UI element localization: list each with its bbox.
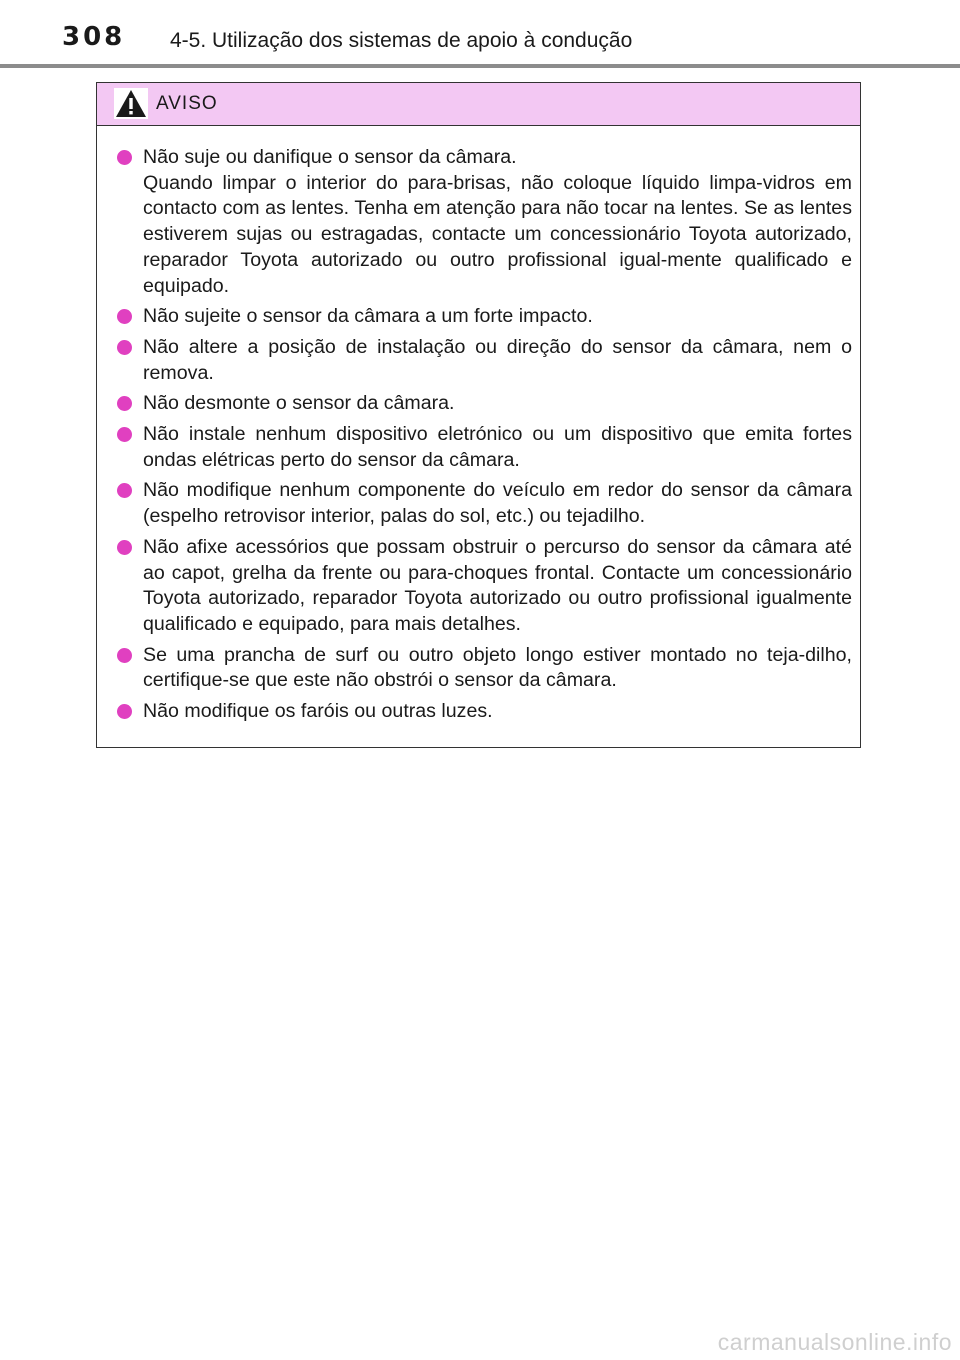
warning-item-text: Não altere a posição de instalação ou direção do sensor da câmara, nem o remova. [143, 335, 852, 384]
bullet-icon [117, 540, 132, 555]
warning-item [111, 535, 852, 638]
warning-item [111, 478, 852, 529]
warning-item [111, 391, 852, 417]
page-number: 308 [62, 22, 126, 52]
warning-item-text: Não modifique nenhum componente do veículo em redor do sensor da câmara (espelho retrovisor interior, palas do sol, etc.) ou tejadilho. [143, 479, 852, 528]
warning-item-text: Não afixe acessórios que possam obstruir o percurso do sensor da câmara até ao capot, grelha da frente ou para-choques frontal. Contacte um concessionário Toyota autorizado, reparador Toyota autorizado ou outro profissional igualmente qualificado e equipado, para mais detalhes. [143, 535, 852, 635]
warning-list [111, 145, 852, 730]
warning-item-text: Não suje ou danifique o sensor da câmara. [143, 146, 517, 168]
warning-item [111, 335, 852, 386]
warning-item-text: Não modifique os faróis ou outras luzes. [143, 700, 493, 723]
warning-item-text: Se uma prancha de surf ou outro objeto longo estiver montado no teja-dilho, certifique-se que este não obstrói o sensor da câmara. [143, 643, 852, 692]
warning-item-text: Não instale nenhum dispositivo eletrónico ou um dispositivo que emita fortes ondas elétricas perto do sensor da câmara. [143, 423, 852, 471]
warning-triangle-icon [114, 88, 148, 119]
bullet-icon [117, 648, 132, 663]
warning-box [96, 82, 861, 748]
page-header [0, 0, 960, 68]
bullet-icon [117, 309, 132, 324]
watermark: carmanualsonline.info [717, 1329, 952, 1355]
warning-item [111, 145, 852, 299]
warning-item [111, 422, 852, 473]
header-divider [0, 64, 960, 68]
warning-item [111, 643, 852, 694]
warning-item-text: Quando limpar o interior do para-brisas, não coloque líquido limpa-vidros em contacto com as lentes. Tenha em atenção para não tocar na lentes. Se as lentes estiverem sujas ou estragadas, contacte um concessionário Toyota autorizado, reparador Toyota autorizado ou outro profissional igual-mente qualificado e equipado. [143, 171, 852, 297]
warning-item-text: Não sujeite o sensor da câmara a um forte impacto. [143, 305, 593, 328]
warning-item [111, 304, 852, 330]
warning-label: AVISO [156, 93, 218, 114]
warning-header [97, 83, 860, 126]
section-title: 4-5. Utilização dos sistemas de apoio à condução [170, 29, 633, 52]
bullet-icon [117, 340, 132, 355]
bullet-icon [117, 150, 132, 165]
bullet-icon [117, 704, 132, 719]
warning-item [111, 699, 852, 725]
warning-item-text: Não desmonte o sensor da câmara. [143, 392, 455, 415]
bullet-icon [117, 396, 132, 411]
bullet-icon [117, 427, 132, 442]
bullet-icon [117, 483, 132, 498]
